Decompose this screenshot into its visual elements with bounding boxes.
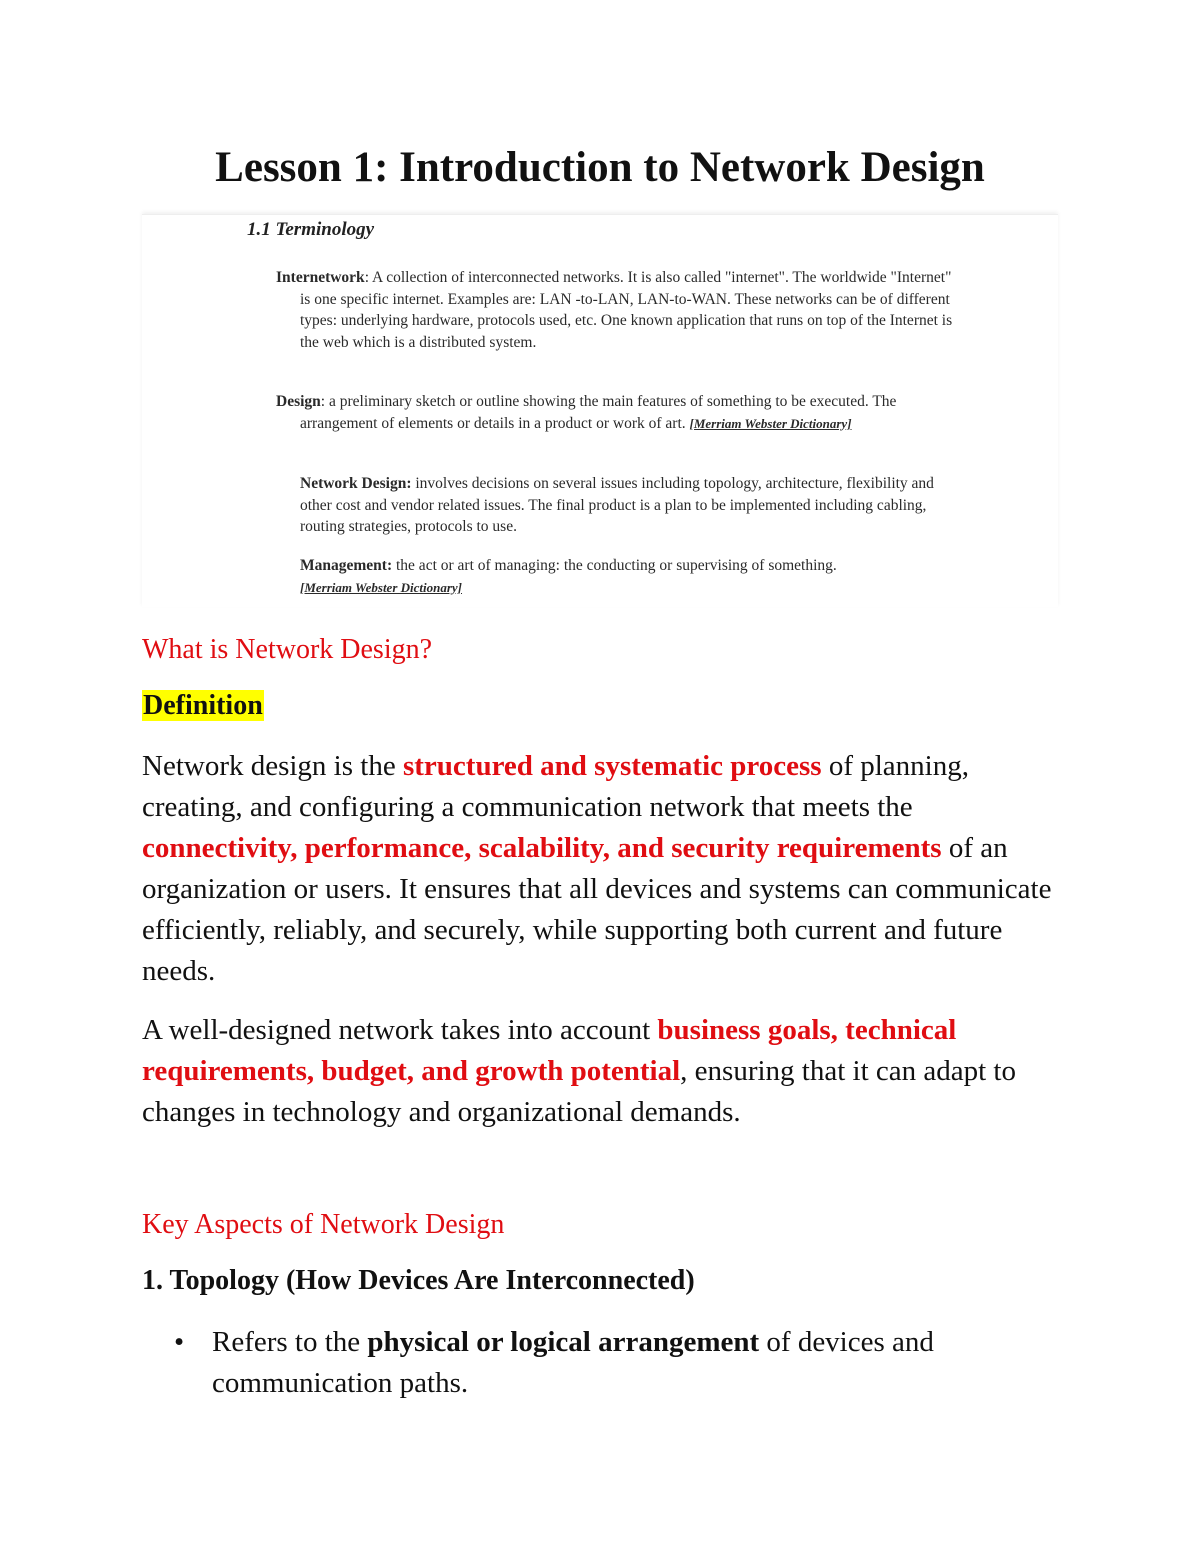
network-design-term: Network Design:	[300, 475, 412, 492]
para2-text-c: , ensuring that it can adapt to changes in technology and organizational demands.	[142, 1055, 1016, 1128]
design-term: Design	[276, 393, 321, 410]
management-definition	[300, 555, 940, 598]
internetwork-term: Internetwork	[276, 269, 365, 286]
internetwork-text: : A collection of interconnected networks. It is also called "internet". The worldwide "Internet" is one specific internet. Examples are: LAN -to-LAN, LAN-to-WAN. These networks can be of different types: underlying hardware, protocols used, etc. One known application that runs on top of the Internet is the web which is a distributed system.	[300, 269, 953, 351]
para2-emphasis-goals: business goals, technical requirements, budget, and growth potential	[142, 1014, 957, 1087]
well-designed-paragraph	[142, 1010, 1058, 1133]
definition-paragraph	[142, 746, 1058, 992]
management-term: Management:	[300, 557, 393, 574]
para1-text-a: Network design is the	[142, 750, 403, 782]
para1-text-c: of planning, creating, and configuring a communication network that meets the	[142, 750, 969, 823]
network-design-text: involves decisions on several issues including topology, architecture, flexibility and other cost and vendor related issues. The final product is a plan to be implemented including cabling, routing strategies, protocols to use.	[300, 475, 934, 535]
management-text: the act or art of managing: the conducting or supervising of something.	[392, 557, 837, 574]
page-title: Lesson 1: Introduction to Network Design	[215, 144, 985, 191]
design-definition	[276, 391, 960, 434]
terminology-image	[142, 214, 1058, 607]
definition-heading	[142, 690, 264, 722]
bullet-text-c: of devices and communication paths.	[212, 1326, 934, 1399]
key-aspects-heading: Key Aspects of Network Design	[142, 1209, 505, 1240]
para1-emphasis-process: structured and systematic process	[402, 750, 822, 782]
what-is-network-design-heading: What is Network Design?	[142, 634, 433, 665]
bullet-emphasis: physical or logical arrangement	[367, 1326, 760, 1358]
bullet-icon: •	[174, 1326, 185, 1358]
terminology-heading: 1.1 Terminology	[247, 219, 375, 240]
design-citation: [Merriam Webster Dictionary]	[689, 415, 852, 431]
network-design-definition	[300, 473, 940, 538]
para2-text-a: A well-designed network takes into account	[142, 1014, 658, 1046]
para1-text-e: of an organization or users. It ensures that all devices and systems can communicate efficiently, reliably, and securely, while supporting both current and future needs.	[142, 832, 1052, 987]
bullet-text-a: Refers to the	[212, 1326, 368, 1358]
topology-heading: 1. Topology (How Devices Are Interconnected)	[142, 1265, 695, 1296]
internetwork-definition	[276, 267, 960, 353]
design-text: : a preliminary sketch or outline showing the main features of something to be executed. The arrangement of elements or details in a product or work of art.	[300, 393, 897, 432]
definition-highlight: Definition	[143, 690, 263, 721]
para1-emphasis-requirements: connectivity, performance, scalability, and security requirements	[142, 832, 942, 864]
management-citation: [Merriam Webster Dictionary]	[300, 579, 463, 595]
bullet-text	[212, 1322, 1058, 1404]
